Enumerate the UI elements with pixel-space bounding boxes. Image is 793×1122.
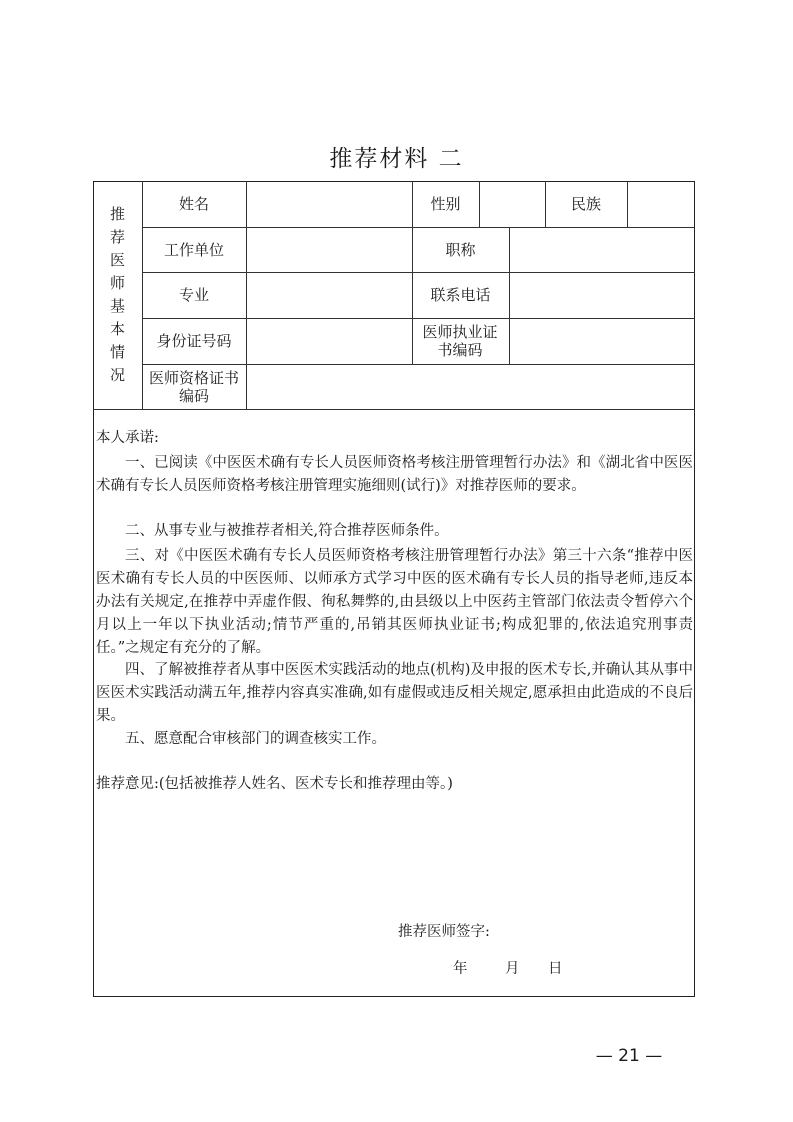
label-name: 姓名 (178, 195, 209, 213)
license-no-field[interactable] (509, 318, 695, 364)
label-job-title: 职称 (445, 240, 476, 259)
label-id-number: 身份证号码 (156, 332, 232, 350)
specialty-field[interactable] (246, 272, 412, 318)
date-day: 日 (548, 961, 563, 977)
date-year: 年 (453, 961, 468, 977)
date-month: 月 (505, 961, 520, 977)
section-label-basic-info (93, 181, 142, 409)
qualification-no-field[interactable] (246, 364, 695, 409)
commitment-item: 三、对《中医医术确有专长人员医师资格考核注册管理暂行办法》第三十六条“推荐中医医术确有专长人员的中医医师、以师承方式学习中医的医术确有专长人员的指导老师,违反本办法有关规定,在推荐中弄虚作假、徇私舞弊的,由县级以上中医药主管部门依法责令暂停六个月以上一年以下执业活动;情节严重的,吊销其医师执业证书;构成犯罪的,依法追究刑事责任。”之规定有充分的了解。 (96, 548, 693, 656)
commitment-heading: 本人承诺: (96, 430, 159, 446)
section-label-char: 师 (109, 274, 125, 292)
phone-field[interactable] (509, 272, 695, 318)
section-label-char: 医 (109, 251, 125, 269)
label-gender: 性别 (430, 195, 461, 213)
workplace-field[interactable] (246, 227, 412, 272)
row-divider (93, 409, 695, 410)
gender-field[interactable] (479, 181, 545, 227)
commitment-item: 二、从事专业与被推荐者相关,符合推荐医师条件。 (125, 523, 449, 539)
name-field[interactable] (246, 181, 412, 227)
label-specialty: 专业 (178, 286, 209, 304)
section-label-char: 推 (109, 205, 125, 223)
section-label-char: 荐 (109, 228, 125, 246)
recommendation-opinion-area[interactable] (96, 800, 692, 910)
signature-field[interactable] (500, 918, 680, 946)
section-label-char: 基 (109, 297, 125, 315)
document-title: 推荐材料 二 (329, 146, 464, 172)
ethnicity-field[interactable] (627, 181, 695, 227)
label-license-no: 医师执业证书编码 (422, 323, 498, 359)
label-workplace: 工作单位 (163, 240, 224, 259)
section-label-char: 情 (109, 343, 125, 361)
commitment-item: 一、已阅读《中医医术确有专长人员医师资格考核注册管理暂行办法》和《湖北省中医医术确有专长人员医师资格考核注册管理实施细则(试行)》对推荐医师的要求。 (96, 455, 693, 494)
label-qualification-no: 医师资格证书编码 (148, 368, 239, 405)
recommendation-opinion-label: 推荐意见:(包括被推荐人姓名、医术专长和推荐理由等。) (96, 776, 453, 792)
signature-label: 推荐医师签字: (398, 924, 490, 940)
page-number: — 21 — (595, 1046, 663, 1066)
section-label-char: 本 (109, 320, 125, 338)
label-ethnicity: 民族 (570, 195, 601, 213)
job-title-field[interactable] (509, 227, 695, 272)
commitment-item: 四、了解被推荐者从事中医医术实践活动的地点(机构)及申报的医术专长,并确认其从事中医医术实践活动满五年,推荐内容真实准确,如有虚假或违反相关规定,愿承担由此造成的不良后果。 (96, 662, 693, 724)
commitment-item: 五、愿意配合审核部门的调查核实工作。 (125, 731, 386, 747)
label-phone: 联系电话 (430, 286, 491, 304)
id-number-field[interactable] (246, 318, 412, 364)
section-label-char: 况 (109, 366, 125, 384)
